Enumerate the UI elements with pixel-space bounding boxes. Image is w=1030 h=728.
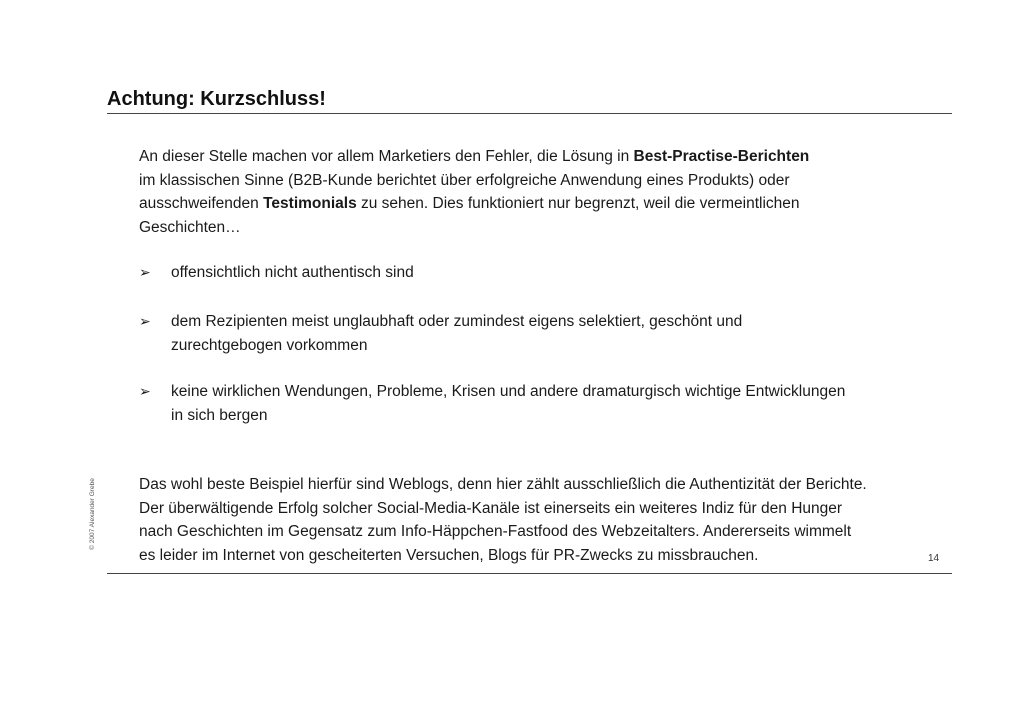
closing-line-3: nach Geschichten im Gegensatz zum Info-Häppchen-Fastfood des Webzeitalters. Andererseits wimmelt — [139, 523, 852, 540]
intro-line-3-pre: ausschweifenden — [139, 195, 264, 212]
bullet-line: dem Rezipienten meist unglaubhaft oder zumindest eigens selektiert, geschönt und — [171, 313, 743, 330]
intro-paragraph — [139, 145, 939, 239]
bullet-line: keine wirklichen Wendungen, Probleme, Krisen und andere dramaturgisch wichtige Entwicklungen — [171, 383, 846, 400]
intro-line-3-post: zu sehen. Dies funktioniert nur begrenzt, weil die vermeintlichen — [356, 195, 800, 212]
title-divider — [107, 113, 952, 114]
closing-line-4: es leider im Internet von gescheiterten Versuchen, Blogs für PR-Zwecks zu missbrauchen. — [139, 546, 759, 564]
bullet-line: offensichtlich nicht authentisch sind — [171, 264, 414, 281]
arrow-bullet-icon: ➢ — [139, 264, 151, 280]
bullet-text — [171, 261, 931, 285]
arrow-bullet-icon: ➢ — [139, 313, 151, 329]
bottom-divider — [107, 573, 952, 574]
intro-line-3 — [139, 192, 939, 216]
copyright-notice: © 2007 Alexander Grebe — [89, 478, 96, 550]
arrow-bullet-icon: ➢ — [139, 383, 151, 399]
slide-title: Achtung: Kurzschluss! — [107, 88, 326, 110]
closing-line-2: Der überwältigende Erfolg solcher Social-Media-Kanäle ist einerseits ein weiteres Indiz für den Hunger — [139, 499, 843, 517]
intro-line-1 — [139, 145, 939, 169]
intro-line-4: Geschichten… — [139, 218, 241, 236]
best-practise-highlight: Best-Practise-Berichten — [633, 148, 810, 165]
intro-line-1-text: An dieser Stelle machen vor allem Marketiers den Fehler, die Lösung in — [139, 148, 634, 165]
page-number: 14 — [928, 553, 940, 564]
bullet-text — [171, 310, 931, 357]
closing-line-1: Das wohl beste Beispiel hierfür sind Weblogs, denn hier zählt ausschließlich die Authentizität der Berichte. — [139, 476, 867, 493]
closing-paragraph — [139, 473, 949, 567]
bullet-text — [171, 380, 931, 427]
bullet-line: in sich bergen — [171, 406, 268, 424]
intro-line-2: im klassischen Sinne (B2B-Kunde berichtet über erfolgreiche Anwendung eines Produkts) oder — [139, 171, 790, 189]
bullet-line: zurechtgebogen vorkommen — [171, 336, 368, 354]
testimonials-highlight: Testimonials — [263, 195, 357, 212]
